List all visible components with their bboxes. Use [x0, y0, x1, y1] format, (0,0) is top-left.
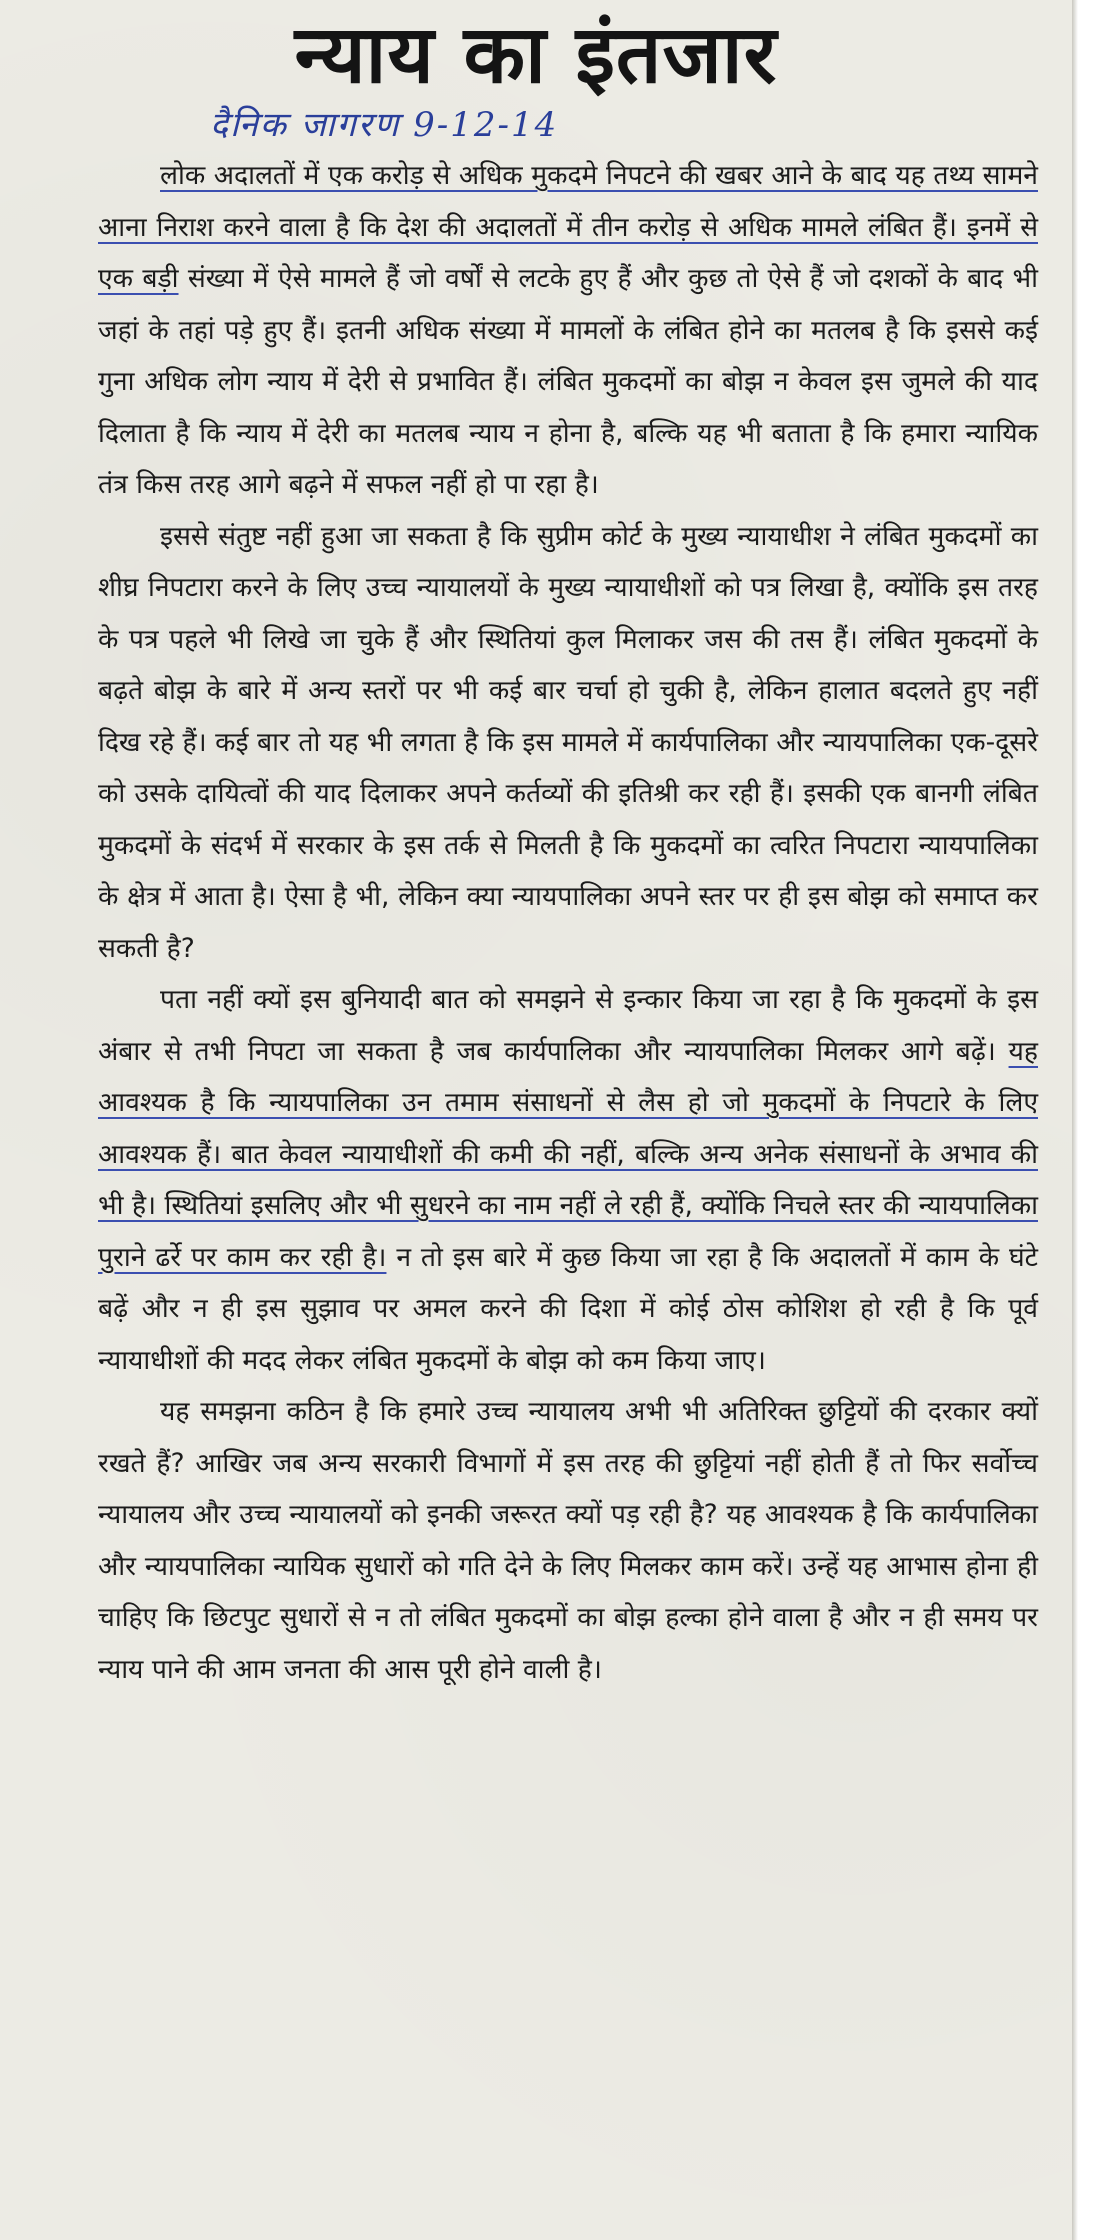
article-body — [98, 150, 1038, 1695]
paragraph-3 — [98, 974, 1038, 1386]
paragraph-4 — [98, 1386, 1038, 1695]
paragraph-text: पता नहीं क्यों इस बुनियादी बात को समझने से इन्कार किया जा रहा है कि मुकदमों के इस अंबार से तभी निपटा जा सकता है जब कार्यपालिका और न्यायपालिका मिलकर आगे बढ़ें। — [98, 984, 1038, 1067]
underlined-text: लोक अदालतों में एक करोड़ से अधिक मुकदमे निपटने की खबर आने के बाद यह तथ्य सामने आना निराश करने वाला है कि देश की अदालतों में तीन करोड़ से अधिक मामले लंबित हैं। इनमें से एक बड़ी — [98, 160, 1038, 294]
paragraph-2 — [98, 511, 1038, 975]
paragraph-text: संख्या में ऐसे मामले हैं जो वर्षों से लटके हुए हैं और कुछ तो ऐसे हैं जो दशकों के बाद भी जहां के तहां पड़े हुए हैं। इतनी अधिक संख्या में मामलों के लंबित होने का मतलब है कि इससे कई गुना अधिक लोग न्याय में देरी से प्रभावित हैं। लंबित मुकदमों का बोझ न केवल इस जुमले की याद दिलाता है कि न्याय में देरी का मतलब न्याय न होना है, बल्कि यह भी बताता है कि हमारा न्यायिक तंत्र किस तरह आगे बढ़ने में सफल नहीं हो पा रहा है। — [98, 263, 1038, 500]
page-edge — [1072, 0, 1078, 2240]
underlined-text: यह आवश्यक है कि न्यायपालिका उन तमाम संसाधनों से लैस हो जो मुकदमों के निपटारे के लिए आवश्यक हैं। बात केवल न्यायाधीशों की कमी की नहीं, बल्कि अन्य अनेक संसाधनों के अभाव की भी है। स्थितियां इसलिए और भी सुधरने का नाम नहीं ले रही हैं, क्योंकि निचले स्तर की न्यायपालिका पुराने ढर्रे पर काम कर रही है। — [98, 1035, 1038, 1273]
paragraph-text-continued: न तो इस बारे में कुछ किया जा रहा है कि अदालतों में काम के घंटे बढ़ें और न ही इस सुझाव पर अमल करने की दिशा में कोई ठोस कोशिश हो रही है कि पूर्व न्यायाधीशों की मदद लेकर लंबित मुकदमों के बोझ को कम किया जाए। — [98, 1241, 1039, 1376]
handwritten-date-note: दैनिक जागरण 9-12-14 — [210, 105, 559, 145]
headline: न्याय का इंतजार — [294, 8, 778, 101]
paragraph-text: यह समझना कठिन है कि हमारे उच्च न्यायालय अभी भी अतिरिक्त छुट्टियों की दरकार क्यों रखते हैं? आखिर जब अन्य सरकारी विभागों में इस तरह की छुट्टियां नहीं होती हैं तो फिर सर्वोच्च न्यायालय और उच्च न्यायालयों को इनकी जरूरत क्यों पड़ रही है? यह आवश्यक है कि कार्यपालिका और न्यायपालिका न्यायिक सुधारों को गति देने के लिए मिलकर काम करें। उन्हें यह आभास होना ही चाहिए कि छिटपुट सुधारों से न तो लंबित मुकदमों का बोझ हल्का होने वाला है और न ही समय पर न्याय पाने की आम जनता की आस पूरी होने वाली है। — [98, 1396, 1038, 1685]
paragraph-1 — [98, 150, 1038, 511]
paragraph-text: इससे संतुष्ट नहीं हुआ जा सकता है कि सुप्रीम कोर्ट के मुख्य न्यायाधीश ने लंबित मुकदमों का शीघ्र निपटारा करने के लिए उच्च न्यायालयों के मुख्य न्यायाधीशों को पत्र लिखा है, क्योंकि इस तरह के पत्र पहले भी लिखे जा चुके हैं और स्थितियां कुल मिलाकर जस की तस हैं। लंबित मुकदमों के बढ़ते बोझ के बारे में अन्य स्तरों पर भी कई बार चर्चा हो चुकी है, लेकिन हालात बदलते हुए नहीं दिख रहे हैं। कई बार तो यह भी लगता है कि इस मामले में कार्यपालिका और न्यायपालिका एक-दूसरे को उसके दायित्वों की याद दिलाकर अपने कर्तव्यों की इतिश्री कर रही हैं। इसकी एक बानगी लंबित मुकदमों के संदर्भ में सरकार के इस तर्क से मिलती है कि मुकदमों का त्वरित निपटारा न्यायपालिका के क्षेत्र में आता है। ऐसा है भी, लेकिन क्या न्यायपालिका अपने स्तर पर ही इस बोझ को समाप्त कर सकती है? — [98, 520, 1038, 964]
